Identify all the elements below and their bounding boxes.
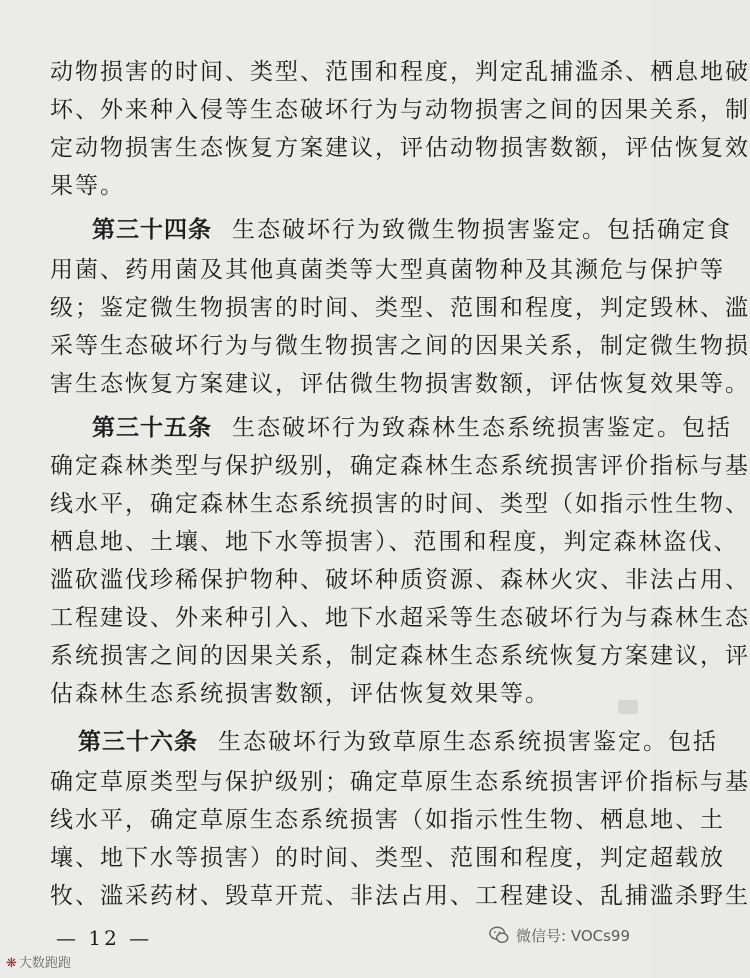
text-line: 估森林生态系统损害数额，评估恢复效果等。 — [50, 681, 550, 707]
article-heading: 第三十六条 — [78, 729, 198, 755]
text-line — [78, 728, 718, 756]
article-heading: 第三十四条 — [92, 217, 212, 243]
text-line: 动物损害的时间、类型、范围和程度，判定乱捕滥杀、栖息地破 — [50, 59, 750, 85]
text-line: 系统损害之间的因果关系，制定森林生态系统恢复方案建议，评 — [50, 643, 750, 669]
text-line: 级；鉴定微生物损害的时间、类型、范围和程度，判定毁林、滥 — [50, 295, 750, 321]
text-line: 确定草原类型与保护级别；确定草原生态系统损害评价指标与基 — [50, 769, 750, 795]
text-line: 定动物损害生态恢复方案建议，评估动物损害数额，评估恢复效 — [50, 135, 750, 161]
text-line: 确定森林类型与保护级别，确定森林生态系统损害评价指标与基 — [50, 453, 750, 479]
page-number: — 12 — — [56, 926, 153, 950]
text-line-body: 生态破坏行为致微生物损害鉴定。包括确定食 — [232, 217, 732, 243]
text-line — [92, 414, 732, 442]
text-line: 牧、滥采药材、毁草开荒、非法占用、工程建设、乱捕滥杀野生 — [50, 883, 750, 909]
text-line: 壤、地下水等损害）的时间、类型、范围和程度，判定超载放 — [50, 845, 725, 871]
text-line: 工程建设、外来种引入、地下水超采等生态破坏行为与森林生态 — [50, 605, 750, 631]
wechat-icon — [488, 924, 510, 946]
text-line-body: 生态破坏行为致森林生态系统损害鉴定。包括 — [232, 415, 732, 441]
scan-smudge — [618, 700, 638, 714]
watermark-left — [6, 952, 71, 971]
text-line — [92, 216, 732, 244]
text-line: 线水平，确定草原生态系统损害（如指示性生物、栖息地、土 — [50, 807, 725, 833]
article-heading: 第三十五条 — [92, 415, 212, 441]
text-line: 坏、外来种入侵等生态破坏行为与动物损害之间的因果关系，制 — [50, 97, 750, 123]
text-line: 果等。 — [50, 173, 125, 199]
watermark-left-text: 大数跑跑 — [18, 956, 71, 971]
text-line: 采等生态破坏行为与微生物损害之间的因果关系，制定微生物损 — [50, 333, 750, 359]
watermark-right — [488, 924, 630, 946]
text-line: 害生态恢复方案建议，评估微生物损害数额，评估恢复效果等。 — [50, 371, 750, 397]
text-line-body: 生态破坏行为致草原生态系统损害鉴定。包括 — [218, 729, 718, 755]
text-line: 线水平，确定森林生态系统损害的时间、类型（如指示性生物、 — [50, 491, 750, 517]
watermark-logo-icon: ❋ — [6, 956, 17, 971]
watermark-right-text: 微信号: VOCs99 — [516, 926, 631, 945]
text-line: 用菌、药用菌及其他真菌类等大型真菌物种及其濒危与保护等 — [50, 257, 725, 283]
text-line: 栖息地、土壤、地下水等损害）、范围和程度，判定森林盗伐、 — [50, 529, 739, 555]
text-line: 滥砍滥伐珍稀保护物种、破坏种质资源、森林火灾、非法占用、 — [50, 567, 750, 593]
